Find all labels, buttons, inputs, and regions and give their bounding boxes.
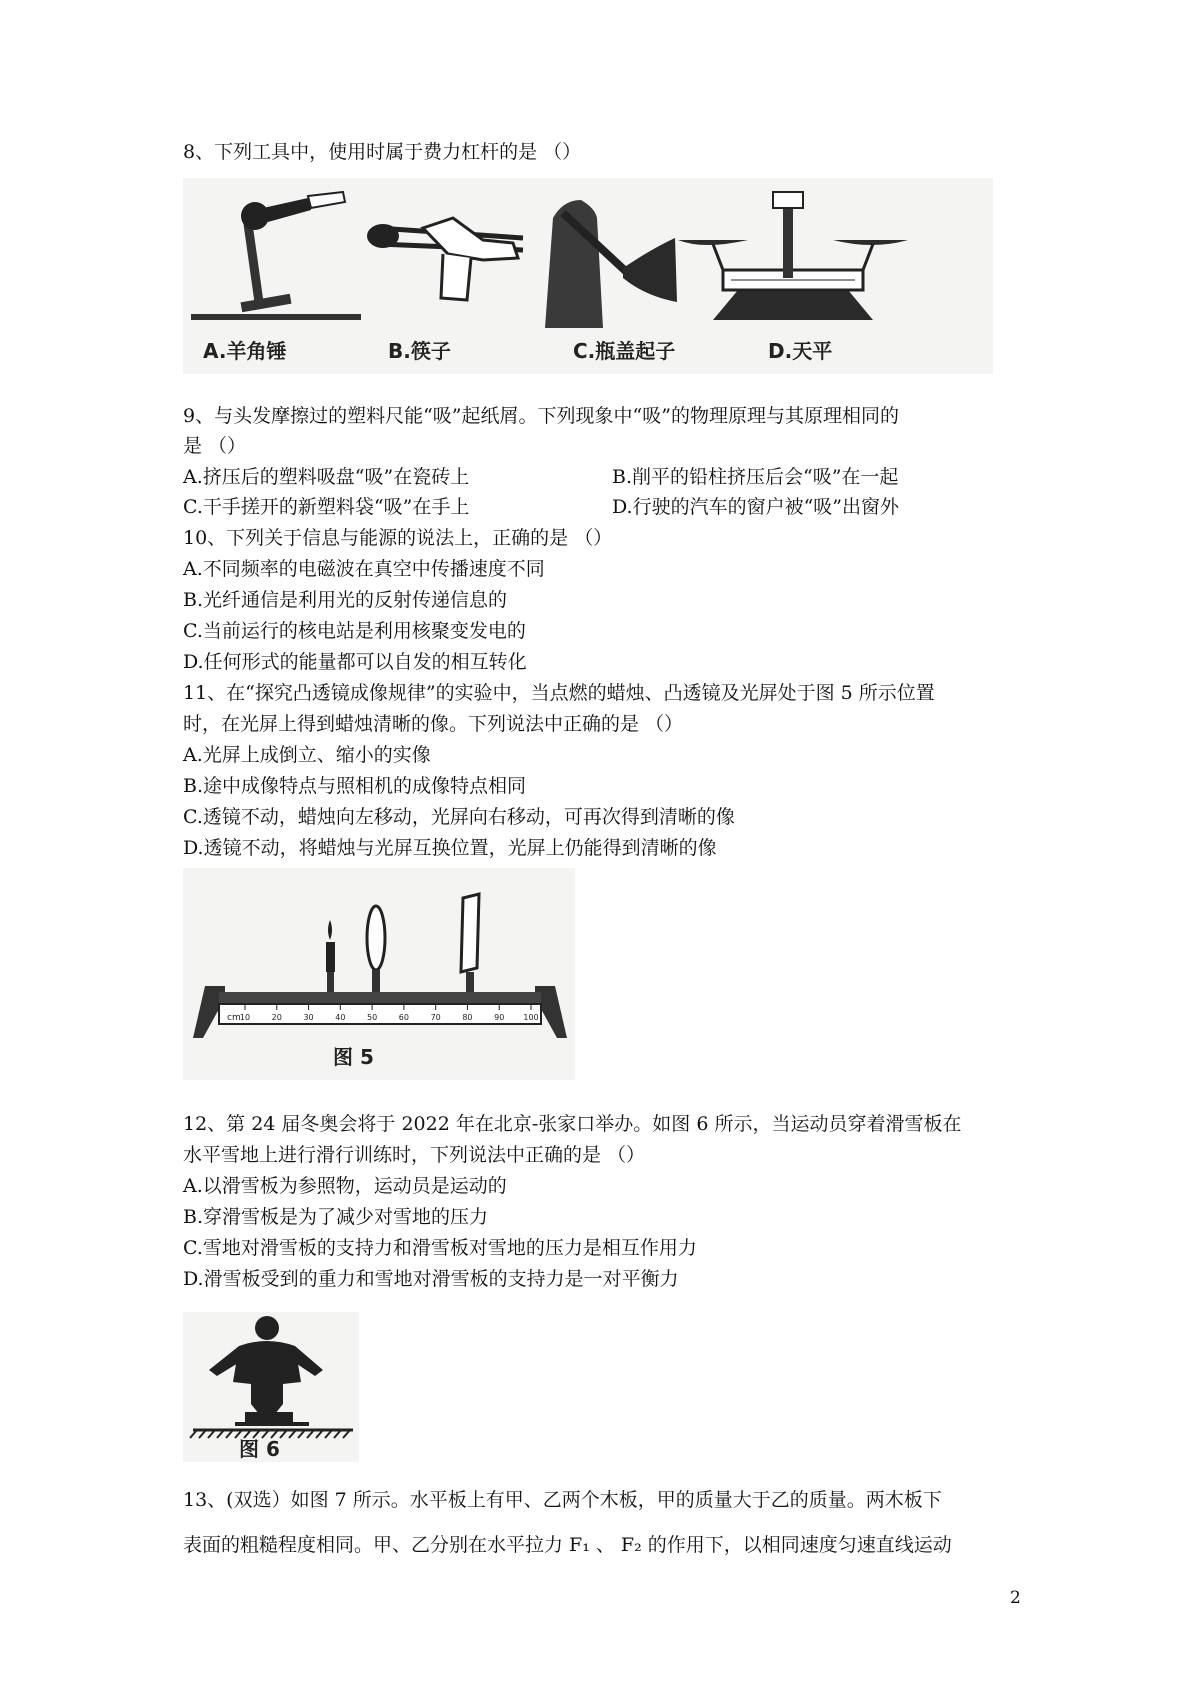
q12-option-a: A.以滑雪板为参照物，运动员是运动的 — [183, 1175, 507, 1197]
q10-option-d: D.任何形式的能量都可以自发的相互转化 — [183, 651, 527, 673]
q11-stem-line2: 时，在光屏上得到蜡烛清晰的像。下列说法中正确的是 （） — [183, 713, 684, 735]
ruler-tick-label: 50 — [367, 1013, 378, 1022]
ruler-tick-label: 80 — [462, 1013, 473, 1022]
ruler-tick-label: 100 — [523, 1013, 539, 1022]
q12-stem-line1: 12、第 24 届冬奥会将于 2022 年在北京-张家口举办。如图 6 所示，当运动员穿着滑雪板在 — [183, 1113, 962, 1135]
balance-scale-illustration — [678, 192, 908, 320]
claw-hammer-illustration — [191, 192, 361, 320]
q11-stem-line1: 11、在“探究凸透镜成像规律”的实验中，当点燃的蜡烛、凸透镜及光屏处于图 5 所示位置 — [183, 682, 935, 704]
q11-option-c: C.透镜不动，蜡烛向左移动，光屏向右移动，可再次得到清晰的像 — [183, 806, 735, 828]
q11-option-d: D.透镜不动，将蜡烛与光屏互换位置，光屏上仍能得到清晰的像 — [183, 837, 717, 859]
bottle-opener-illustration — [545, 200, 677, 328]
q12-option-d: D.滑雪板受到的重力和雪地对滑雪板的支持力是一对平衡力 — [183, 1268, 679, 1290]
figure-5-caption: 图 5 — [333, 1045, 374, 1069]
q10-option-b: B.光纤通信是利用光的反射传递信息的 — [183, 589, 508, 611]
q13-stem-line1: 13、(双选）如图 7 所示。水平板上有甲、乙两个木板，甲的质量大于乙的质量。两木板下 — [183, 1489, 942, 1511]
q9-option-a: A.挤压后的塑料吸盘“吸”在瓷砖上 — [183, 466, 470, 488]
q12-option-c: C.雪地对滑雪板的支持力和滑雪板对雪地的压力是相互作用力 — [183, 1237, 697, 1259]
q8-caption-b: B.筷子 — [388, 339, 451, 363]
ruler-tick-label: 70 — [430, 1013, 441, 1022]
page-number: 2 — [1010, 1588, 1021, 1608]
q10-option-c: C.当前运行的核电站是利用核聚变发电的 — [183, 620, 526, 642]
ruler-tick-label: 10 — [239, 1013, 251, 1022]
candle-illustration — [326, 920, 335, 992]
q9-stem-line1: 9、与头发摩擦过的塑料尺能“吸”起纸屑。下列现象中“吸”的物理原理与其原理相同的 — [183, 405, 899, 427]
figure-6 — [183, 1312, 359, 1462]
ruler-tick-label: 90 — [494, 1013, 505, 1022]
convex-lens-illustration — [367, 906, 385, 992]
ruler-tick-label: 60 — [398, 1013, 409, 1022]
q8-figure-svg — [183, 178, 993, 374]
ruler-unit: cm — [227, 1013, 241, 1023]
q13-stem-line2: 表面的粗糙程度相同。甲、乙分别在水平拉力 F₁ 、 F₂ 的作用下，以相同速度匀速直线运动 — [183, 1534, 952, 1556]
q11-option-a: A.光屏上成倒立、缩小的实像 — [183, 744, 431, 766]
q8-stem: 8、下列工具中，使用时属于费力杠杆的是 （） — [183, 141, 582, 163]
q12-option-b: B.穿滑雪板是为了减少对雪地的压力 — [183, 1206, 489, 1228]
q8-caption-a: A.羊角锤 — [203, 339, 287, 363]
q9-option-c: C.干手搓开的新塑料袋“吸”在手上 — [183, 496, 470, 518]
chopsticks-illustration — [367, 218, 523, 300]
figure-5 — [183, 868, 575, 1080]
ruler-tick-label: 30 — [303, 1013, 314, 1022]
q11-option-b: B.途中成像特点与照相机的成像特点相同 — [183, 775, 527, 797]
snowboarder-illustration — [209, 1316, 323, 1426]
q8-caption-c: C.瓶盖起子 — [573, 339, 676, 363]
q12-stem-line2: 水平雪地上进行滑行训练时，下列说法中正确的是 （） — [183, 1144, 646, 1166]
q8-figure — [183, 178, 993, 374]
q9-option-d: D.行驶的汽车的窗户被“吸”出窗外 — [612, 496, 900, 518]
light-screen-illustration — [461, 894, 479, 992]
q8-caption-d: D.天平 — [768, 339, 833, 363]
figure-6-caption: 图 6 — [239, 1437, 280, 1461]
q9-option-b: B.削平的铅柱挤压后会“吸”在一起 — [612, 466, 899, 488]
q10-stem: 10、下列关于信息与能源的说法上，正确的是 （） — [183, 527, 613, 549]
q9-stem-line2: 是 （） — [183, 435, 247, 457]
figure-5-svg — [183, 868, 575, 1080]
figure-6-svg — [183, 1312, 359, 1462]
q10-option-a: A.不同频率的电磁波在真空中传播速度不同 — [183, 558, 545, 580]
ruler-tick-label: 20 — [271, 1013, 282, 1022]
ruler-tick-label: 40 — [335, 1013, 346, 1022]
optical-bench-illustration — [193, 986, 567, 1038]
